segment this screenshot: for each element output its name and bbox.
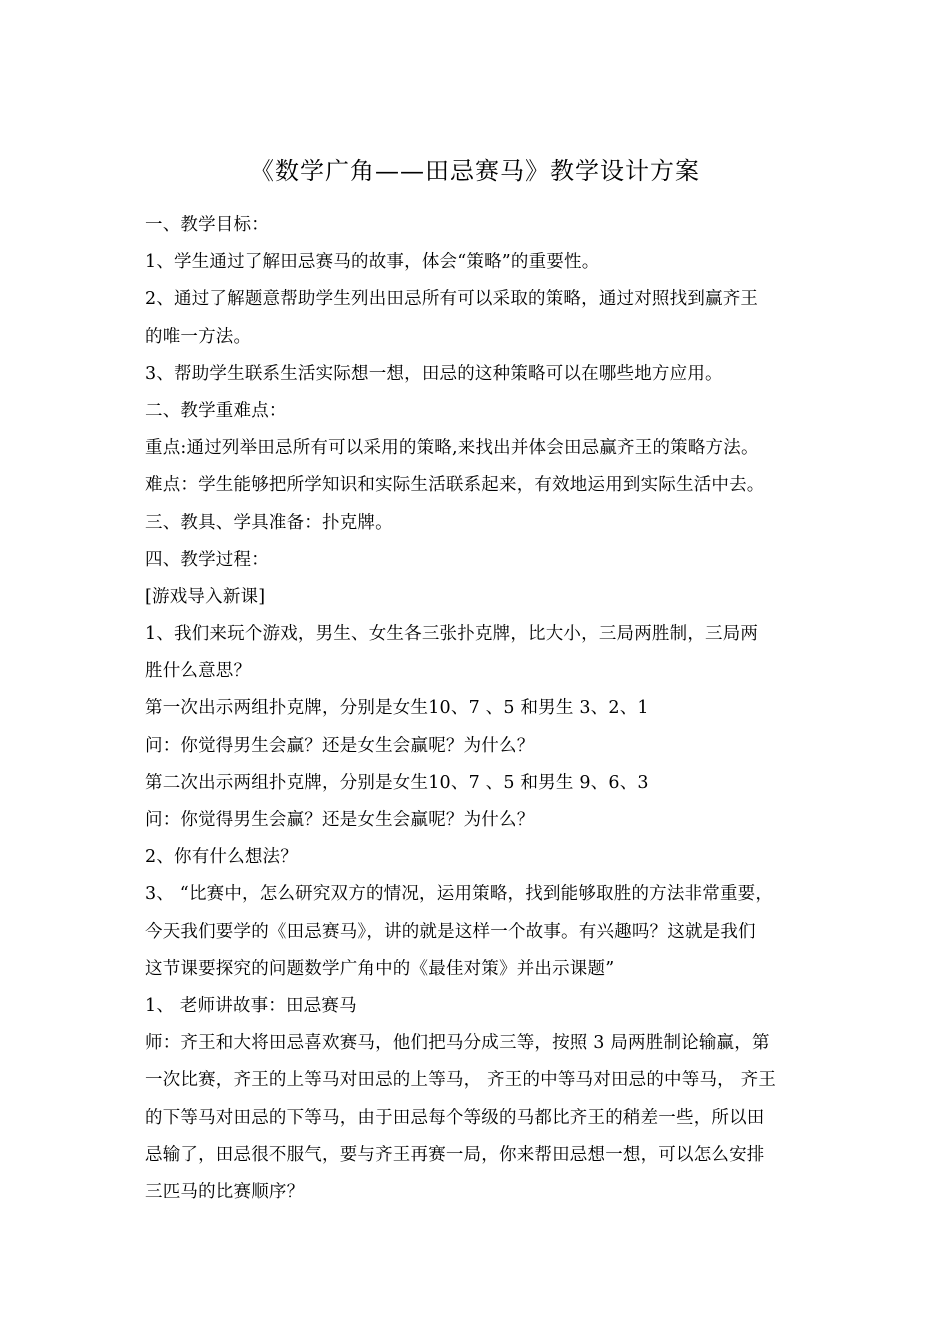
body-line: 三、教具、学具准备：扑克牌。 [145, 512, 393, 533]
body-line: [游戏导入新课] [145, 586, 266, 607]
body-line: 胜什么意思？ [145, 661, 252, 682]
body-line: 一次比赛，齐王的上等马对田忌的上等马， 齐王的中等马对田忌的中等马， 齐王 [145, 1070, 777, 1091]
body-line: 问：你觉得男生会赢？还是女生会赢呢？为什么？ [145, 810, 535, 830]
body-line: 一、教学目标： [145, 215, 269, 235]
body-line: 1、学生通过了解田忌赛马的故事，体会“策略”的重要性。 [145, 252, 600, 273]
body-line: 重点:通过列举田忌所有可以采用的策略,来找出并体会田忌赢齐王的策略方法。 [145, 438, 759, 459]
body-line: 3、帮助学生联系生活实际想一想，田忌的这种策略可以在哪些地方应用。 [145, 363, 723, 384]
body-line: 师：齐王和大将田忌喜欢赛马，他们把马分成三等，按照 3 局两胜制论输赢，第 [145, 1033, 770, 1054]
body-line: 今天我们要学的《田忌赛马》，讲的就是这样一个故事。有兴趣吗？这就是我们 [145, 921, 756, 942]
body-line: 的唯一方法。 [145, 326, 252, 347]
body-line: 四、教学过程： [145, 549, 269, 570]
body-line: 忌输了，田忌很不服气，要与齐王再赛一局，你来帮田忌想一想，可以怎么安排 [145, 1144, 765, 1165]
body-line: 问：你觉得男生会赢？还是女生会赢呢？为什么？ [145, 735, 535, 756]
body-line: 1、我们来玩个游戏，男生、女生各三张扑克牌，比大小，三局两胜制，三局两 [145, 624, 759, 645]
document-title: 《数学广角——田忌赛马》教学设计方案 [250, 157, 700, 185]
body-line: 二、教学重难点： [145, 400, 287, 421]
body-line: 1、 老师讲故事：田忌赛马 [145, 995, 357, 1016]
body-line: 2、你有什么想法？ [145, 847, 298, 868]
body-line: 2、通过了解题意帮助学生列出田忌所有可以采取的策略，通过对照找到赢齐王 [145, 289, 759, 310]
body-line: 第一次出示两组扑克牌，分别是女生10、7 、5 和男生 3、2、1 [145, 698, 649, 719]
body-line: 3、 “比赛中，怎么研究双方的情况，运用策略，找到能够取胜的方法非常重要， [145, 884, 774, 905]
body-line: 三匹马的比赛顺序？ [145, 1181, 305, 1202]
body-line: 难点：学生能够把所学知识和实际生活联系起来，有效地运用到实际生活中去。 [145, 475, 765, 496]
document-body [145, 207, 810, 1211]
body-line: 这节课要探究的问题数学广角中的《最佳对策》并出示课题” [145, 958, 615, 979]
body-line: 的下等马对田忌的下等马，由于田忌每个等级的马都比齐王的稍差一些，所以田 [145, 1107, 765, 1128]
body-line: 第二次出示两组扑克牌，分别是女生10、7 、5 和男生 9、6、3 [145, 772, 649, 793]
